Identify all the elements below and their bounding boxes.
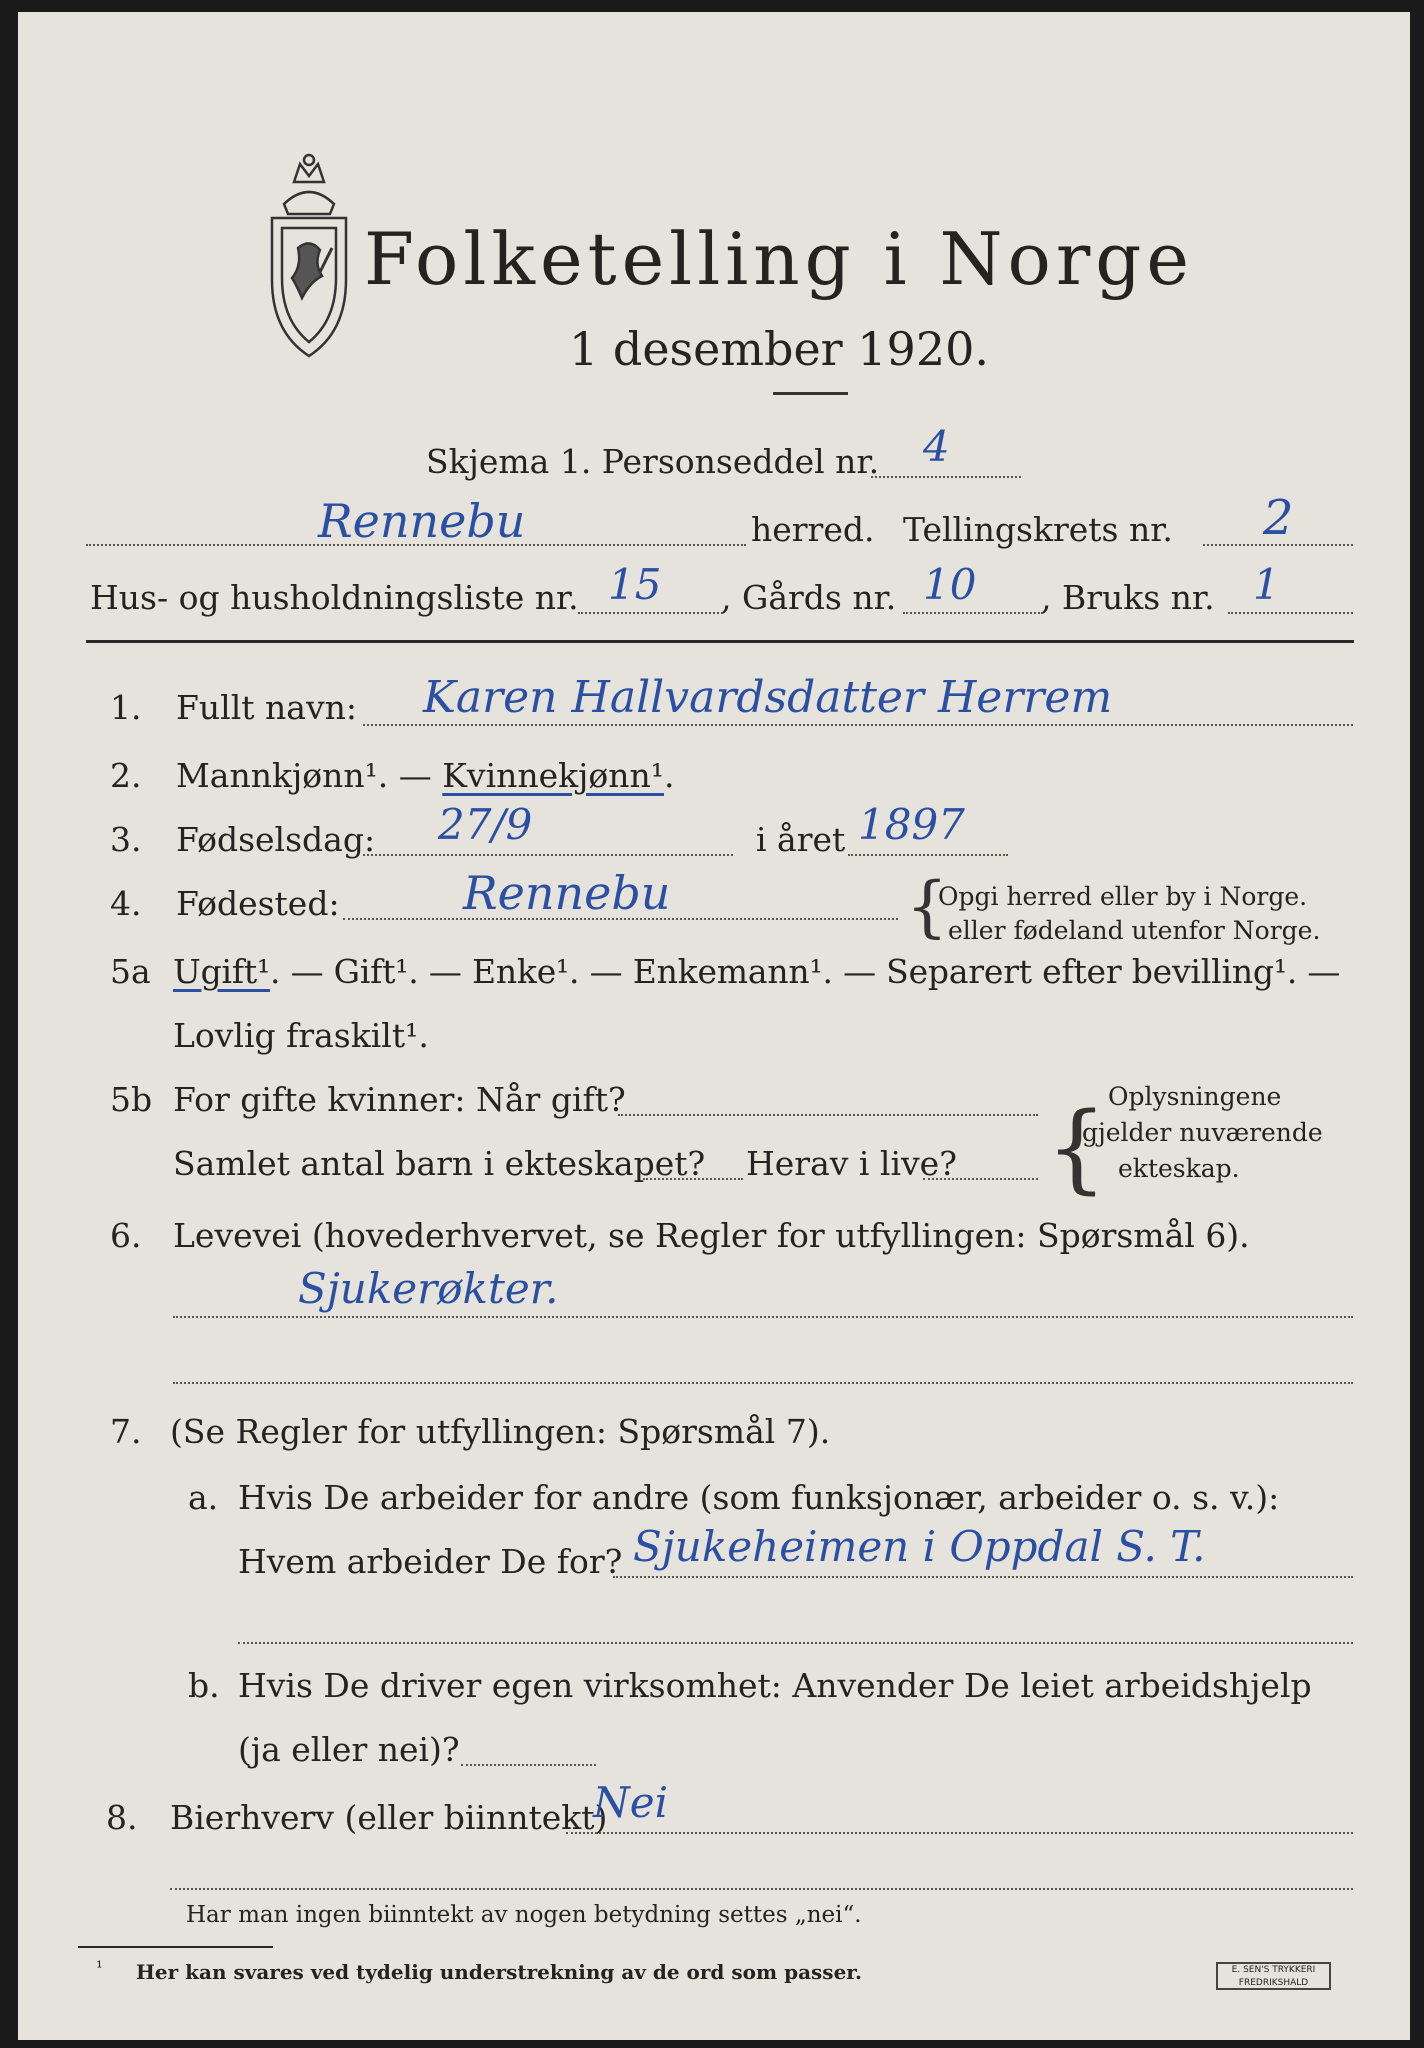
children-count-line[interactable]	[643, 1178, 743, 1180]
herred-value[interactable]: Rennebu	[318, 494, 526, 548]
title-divider	[773, 392, 848, 395]
occupation-line-2[interactable]	[173, 1382, 1353, 1384]
q7a-label-2: Hvem arbeider De for?	[238, 1542, 623, 1581]
skjema-label: Skjema 1. Personseddel nr.	[426, 442, 880, 481]
employer-value[interactable]: Sjukeheimen i Oppdal S. T.	[633, 1522, 1206, 1571]
side-income-value[interactable]: Nei	[593, 1778, 669, 1827]
marital-options	[173, 952, 1340, 991]
q5b-label-1: For gifte kvinner: Når gift?	[173, 1080, 626, 1119]
employer-line-2[interactable]	[238, 1642, 1353, 1644]
tellingskrets-value[interactable]: 2	[1263, 490, 1294, 546]
hus-line	[578, 612, 723, 614]
q2-number: 2.	[110, 756, 142, 795]
q5a-number: 5a	[110, 952, 151, 991]
herred-label: herred.	[751, 510, 875, 549]
q4-brace: {	[906, 868, 948, 945]
marital-ugift-option[interactable]: Ugift¹	[173, 952, 270, 991]
q3-label: Fødselsdag:	[176, 820, 376, 859]
birthday-value[interactable]: 27/9	[438, 800, 533, 849]
q7b-label-1: Hvis De driver egen virksomhet: Anvender De leiet arbeidshjelp	[238, 1666, 1312, 1705]
gender-options: Mannkjønn¹. — Kvinnekjønn¹.	[176, 756, 675, 795]
q7b-number: b.	[188, 1666, 220, 1705]
q5b-note-2: gjelder nuværende	[1082, 1118, 1323, 1147]
q5b-note-3: ekteskap.	[1118, 1154, 1240, 1183]
bruks-label: , Bruks nr.	[1041, 578, 1215, 617]
printer-stamp: E. SEN'S TRYKKERI FREDRIKSHALD	[1216, 1962, 1331, 1990]
married-when-line[interactable]	[618, 1114, 1038, 1116]
q4-label: Fødested:	[176, 884, 340, 923]
q5b-label-2: Samlet antal barn i ekteskapet?	[173, 1144, 706, 1183]
census-form	[18, 12, 1410, 2040]
occupation-line-1	[173, 1316, 1353, 1318]
bruks-line	[1228, 612, 1353, 614]
skjema-value[interactable]: 4	[923, 422, 950, 471]
footnote-rule	[78, 1946, 273, 1948]
employer-line	[613, 1576, 1353, 1578]
q1-label: Fullt navn:	[176, 688, 357, 727]
q3-line	[363, 854, 733, 856]
q7-label: (Se Regler for utfyllingen: Spørsmål 7).	[170, 1412, 831, 1451]
q6-number: 6.	[110, 1216, 142, 1255]
tellingskrets-label: Tellingskrets nr.	[903, 510, 1173, 549]
q1-number: 1.	[110, 688, 142, 727]
gards-value[interactable]: 10	[923, 560, 977, 609]
gender-female-option[interactable]: Kvinnekjønn¹	[442, 756, 664, 795]
q4-note-1: Opgi herred eller by i Norge.	[938, 882, 1308, 911]
q3-number: 3.	[110, 820, 142, 859]
q7a-number: a.	[188, 1478, 219, 1517]
hus-value[interactable]: 15	[608, 560, 662, 609]
gards-label: , Gårds nr.	[721, 578, 897, 617]
birth-year-value[interactable]: 1897	[858, 800, 965, 849]
q8-label: Bierhverv (eller biinntekt)	[170, 1798, 608, 1837]
hus-label: Hus- og husholdningsliste nr.	[90, 578, 579, 617]
q4-number: 4.	[110, 884, 142, 923]
q8-number: 8.	[106, 1798, 138, 1837]
q7-number: 7.	[110, 1412, 142, 1451]
header-rule	[86, 640, 1354, 643]
footnote-text: Her kan svares ved tydelig understrekning av de ord som passer.	[136, 1960, 862, 1984]
occupation-value[interactable]: Sjukerøkter.	[298, 1264, 559, 1313]
q5b-note-1: Oplysningene	[1108, 1082, 1282, 1111]
marital-other-options[interactable]: . — Gift¹. — Enke¹. — Enkemann¹. — Separert efter bevilling¹. —	[270, 952, 1341, 991]
q7b-label-2: (ja eller nei)?	[238, 1730, 460, 1769]
year-label: i året	[756, 820, 846, 859]
side-income-line-2[interactable]	[170, 1888, 1353, 1890]
q6-label: Levevei (hovederhvervet, se Regler for utfyllingen: Spørsmål 6).	[173, 1216, 1250, 1255]
marital-fraskilt-option[interactable]: Lovlig fraskilt¹.	[173, 1016, 429, 1055]
q5b-number: 5b	[110, 1080, 153, 1119]
q1-line	[363, 724, 1353, 726]
form-title: Folketelling i Norge	[364, 217, 1194, 301]
birthplace-value[interactable]: Rennebu	[463, 866, 671, 920]
children-alive-line[interactable]	[923, 1178, 1038, 1180]
footnote-mark: ¹	[96, 1958, 103, 1978]
side-income-line	[566, 1832, 1353, 1834]
q4-note-2: eller fødeland utenfor Norge.	[948, 916, 1321, 945]
skjema-line	[871, 476, 1021, 478]
gender-male-option[interactable]: Mannkjønn¹. —	[176, 756, 443, 795]
q5b-label-3: Herav i live?	[746, 1144, 957, 1183]
gards-line	[903, 612, 1043, 614]
census-date: 1 desember 1920.	[569, 322, 989, 376]
q5b-brace: {	[1046, 1092, 1108, 1204]
q7a-label-1: Hvis De arbeider for andre (som funksjonær, arbeider o. s. v.):	[238, 1478, 1280, 1517]
bruks-value[interactable]: 1	[1253, 560, 1280, 609]
hired-help-line[interactable]	[461, 1764, 596, 1766]
year-line	[848, 854, 1008, 856]
footer-note: Har man ingen biinntekt av nogen betydning settes „nei“.	[186, 1902, 862, 1928]
full-name-value[interactable]: Karen Hallvardsdatter Herrem	[423, 672, 1113, 723]
